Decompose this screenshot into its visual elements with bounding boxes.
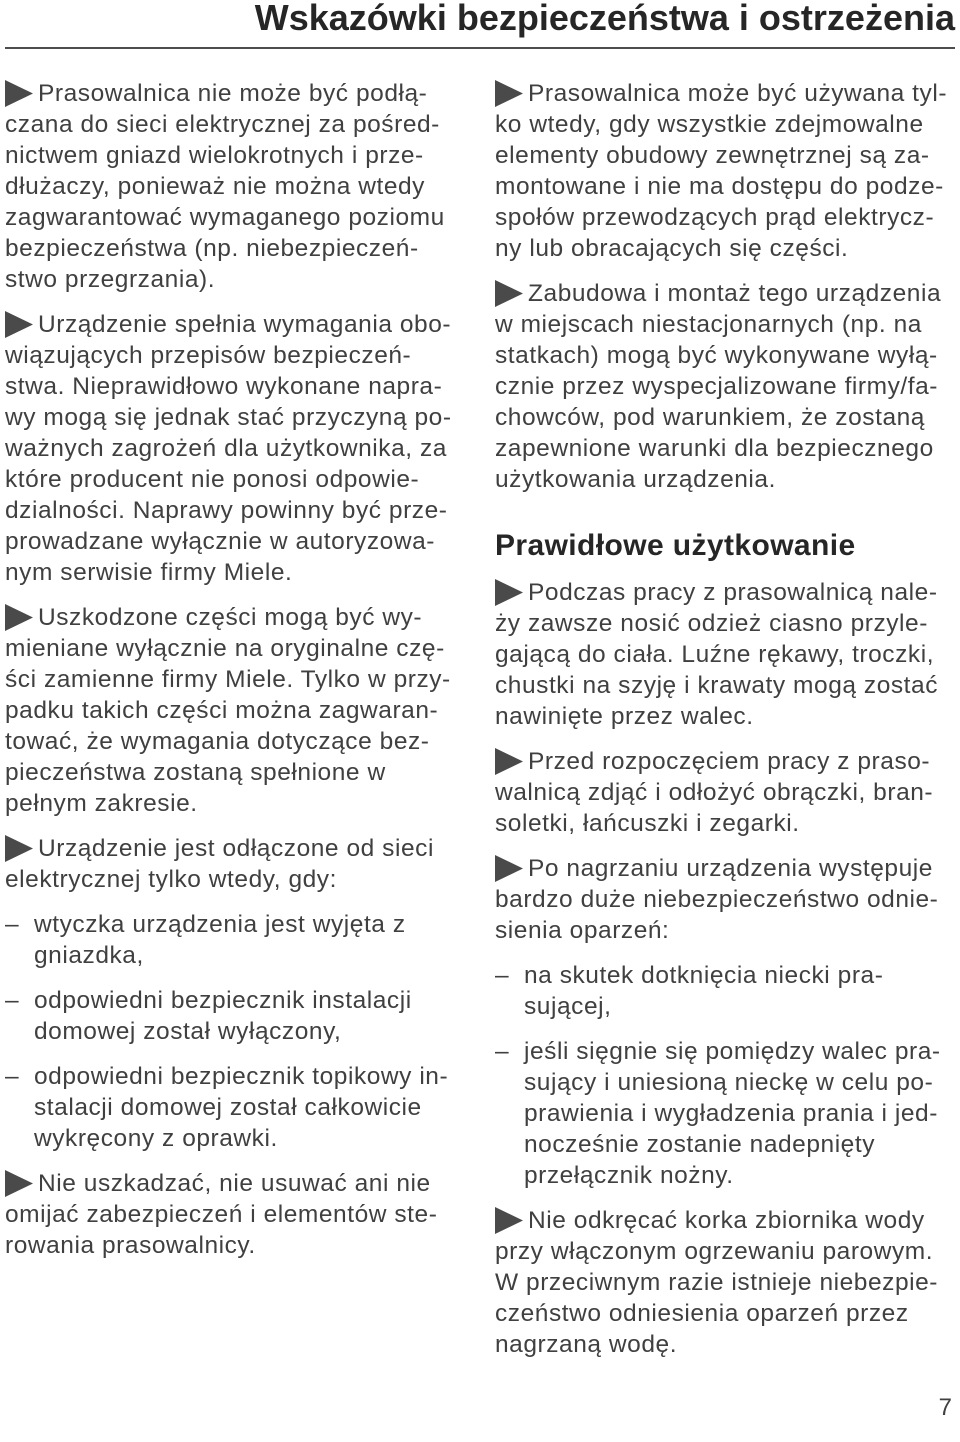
text-line: Urządzenie jest odłączone od sieci bbox=[38, 835, 434, 862]
triangle-bullet-icon bbox=[495, 80, 523, 107]
text-line: bardzo duże niebezpieczeństwo odnie- bbox=[495, 886, 939, 913]
safety-note bbox=[5, 602, 455, 819]
text-line: sujący i uniesioną nieckę w celu po- bbox=[524, 1069, 934, 1096]
text-line: przy włączonym ogrzewaniu parowym. bbox=[495, 1238, 934, 1265]
left-column bbox=[5, 78, 455, 1275]
triangle-shape bbox=[5, 604, 33, 631]
text-line: Prasowalnica może być używana tyl- bbox=[528, 80, 948, 107]
safety-note bbox=[5, 833, 455, 895]
text-line: nym serwisie firmy Miele. bbox=[5, 559, 293, 586]
text-line: gającą do ciała. Luźne rękawy, troczki, bbox=[495, 641, 935, 668]
lead-line bbox=[495, 746, 955, 777]
lead-line bbox=[5, 309, 455, 340]
safety-note bbox=[5, 78, 455, 295]
text-line: ści zamienne firmy Miele. Tylko w przy- bbox=[5, 666, 451, 693]
safety-note bbox=[495, 853, 955, 946]
triangle-shape bbox=[495, 579, 523, 606]
text-line: pieczeństwa zostaną spełnione w bbox=[5, 759, 386, 786]
text-line: odpowiedni bezpiecznik topikowy in- bbox=[34, 1063, 449, 1090]
lead-line bbox=[495, 577, 955, 608]
safety-note bbox=[495, 746, 955, 839]
text-line: które producent nie ponosi odpowie- bbox=[5, 466, 420, 493]
list-item bbox=[5, 985, 455, 1047]
text-line: domowej został wyłączony, bbox=[34, 1018, 342, 1045]
triangle-shape bbox=[5, 835, 33, 862]
triangle-shape bbox=[5, 1170, 33, 1197]
text-line: odpowiedni bezpiecznik instalacji bbox=[34, 987, 412, 1014]
triangle-shape bbox=[495, 80, 523, 107]
triangle-bullet-icon bbox=[495, 1207, 523, 1234]
text-line: dzialności. Naprawy powinny być prze- bbox=[5, 497, 448, 524]
text-line: nocześnie zostanie nadepnięty bbox=[524, 1131, 876, 1158]
text-line: cznie przez wyspecjalizowane firmy/fa- bbox=[495, 373, 938, 400]
list-item bbox=[495, 960, 955, 1022]
text-line: w miejscach niestacjonarnych (np. na bbox=[495, 311, 922, 338]
text-line: stwa. Nieprawidłowo wykonane napra- bbox=[5, 373, 443, 400]
triangle-shape bbox=[5, 80, 33, 107]
triangle-shape bbox=[495, 1207, 523, 1234]
text-line: wiązujących przepisów bezpieczeń- bbox=[5, 342, 412, 369]
text-line: stwo przegrzania). bbox=[5, 266, 216, 293]
text-line: soletki, łańcuszki i zegarki. bbox=[495, 810, 800, 837]
lead-line bbox=[5, 1168, 455, 1199]
text-line: chustki na szyję i krawaty mogą zostać bbox=[495, 672, 939, 699]
safety-note bbox=[495, 78, 955, 264]
triangle-shape bbox=[495, 855, 523, 882]
text-line: padku takich części można zagwaran- bbox=[5, 697, 439, 724]
text-line: rowania prasowalnicy. bbox=[5, 1232, 256, 1259]
lead-line bbox=[5, 833, 455, 864]
triangle-bullet-icon bbox=[495, 855, 523, 882]
lead-line bbox=[5, 602, 455, 633]
list-item bbox=[5, 1061, 455, 1154]
text-line: sującej, bbox=[524, 993, 612, 1020]
text-line: W przeciwnym razie istnieje niebezpie- bbox=[495, 1269, 938, 1296]
page-number: 7 bbox=[938, 1394, 952, 1421]
text-line: Prasowalnica nie może być podłą- bbox=[38, 80, 428, 107]
triangle-bullet-icon bbox=[5, 1170, 33, 1197]
safety-note bbox=[5, 1168, 455, 1261]
safety-note bbox=[495, 1205, 955, 1360]
triangle-shape bbox=[495, 280, 523, 307]
text-line: ny lub obracających się części. bbox=[495, 235, 849, 262]
lead-line bbox=[495, 78, 955, 109]
dash-marker: – bbox=[5, 911, 20, 938]
triangle-bullet-icon bbox=[5, 835, 33, 862]
dash-marker: – bbox=[5, 1063, 20, 1090]
text-line: pełnym zakresie. bbox=[5, 790, 198, 817]
triangle-shape bbox=[495, 748, 523, 775]
text-line: chowców, pod warunkiem, że zostaną bbox=[495, 404, 925, 431]
triangle-bullet-icon bbox=[5, 604, 33, 631]
text-line: statkach) mogą być wykonywane wyłą- bbox=[495, 342, 938, 369]
text-line: ży zawsze nosić odzież ciasno przyle- bbox=[495, 610, 928, 637]
triangle-bullet-icon bbox=[495, 280, 523, 307]
header-rule bbox=[5, 47, 955, 49]
list-item bbox=[5, 909, 455, 971]
text-line: walnicą zdjąć i odłożyć obrączki, bran- bbox=[495, 779, 934, 806]
text-line: dłużaczy, ponieważ nie można wtedy bbox=[5, 173, 425, 200]
text-line: gniazdka, bbox=[34, 942, 144, 969]
text-line: prawienia i wygładzenia prania i jed- bbox=[524, 1100, 938, 1127]
text-line: czana do sieci elektrycznej za pośred- bbox=[5, 111, 440, 138]
text-line: nagrzaną wodę. bbox=[495, 1331, 678, 1358]
text-line: omijać zabezpieczeń i elementów ste- bbox=[5, 1201, 438, 1228]
text-line: czeństwo odniesienia oparzeń przez bbox=[495, 1300, 909, 1327]
text-line: stalacji domowej został całkowicie bbox=[34, 1094, 422, 1121]
text-line: nictwem gniazd wielokrotnych i prze- bbox=[5, 142, 424, 169]
text-line: użytkowania urządzenia. bbox=[495, 466, 776, 493]
right-column bbox=[495, 78, 955, 1374]
lead-line bbox=[495, 853, 955, 884]
triangle-bullet-icon bbox=[495, 579, 523, 606]
dash-marker: – bbox=[5, 987, 20, 1014]
text-line: zapewnione warunki dla bezpiecznego bbox=[495, 435, 934, 462]
text-line: Nie uszkadzać, nie usuwać ani nie bbox=[38, 1170, 431, 1197]
text-line: sienia oparzeń: bbox=[495, 917, 670, 944]
text-line: wy mogą się jednak stać przyczyną po- bbox=[5, 404, 452, 431]
text-line: Zabudowa i montaż tego urządzenia bbox=[528, 280, 942, 307]
text-line: bezpieczeństwa (np. niebezpieczeń- bbox=[5, 235, 419, 262]
text-line: wtyczka urządzenia jest wyjęta z bbox=[34, 911, 406, 938]
text-line: prowadzane wyłącznie w autoryzowa- bbox=[5, 528, 435, 555]
text-line: montowane i nie ma dostępu do podze- bbox=[495, 173, 944, 200]
safety-note bbox=[495, 278, 955, 495]
text-line: przełącznik nożny. bbox=[524, 1162, 734, 1189]
text-line: elektrycznej tylko wtedy, gdy: bbox=[5, 866, 337, 893]
text-line: ważnych zagrożeń dla użytkownika, za bbox=[5, 435, 447, 462]
text-line: Nie odkręcać korka zbiornika wody bbox=[528, 1207, 925, 1234]
text-line: ko wtedy, gdy wszystkie zdejmowalne bbox=[495, 111, 924, 138]
text-line: jeśli sięgnie się pomiędzy walec pra- bbox=[524, 1038, 941, 1065]
text-line: mieniane wyłącznie na oryginalne czę- bbox=[5, 635, 445, 662]
text-line: tować, że wymagania dotyczące bez- bbox=[5, 728, 430, 755]
text-line: elementy obudowy zewnętrznej są za- bbox=[495, 142, 930, 169]
text-line: społów przewodzących prąd elektrycz- bbox=[495, 204, 935, 231]
text-line: wykręcony z oprawki. bbox=[34, 1125, 278, 1152]
triangle-bullet-icon bbox=[495, 748, 523, 775]
text-line: Przed rozpoczęciem pracy z praso- bbox=[528, 748, 931, 775]
text-line: zagwarantować wymaganego poziomu bbox=[5, 204, 445, 231]
text-line: Podczas pracy z prasowalnicą nale- bbox=[528, 579, 938, 606]
safety-note bbox=[5, 309, 455, 588]
text-line: na skutek dotknięcia niecki pra- bbox=[524, 962, 884, 989]
text-line: Urządzenie spełnia wymagania obo- bbox=[38, 311, 452, 338]
text-line: Uszkodzone części mogą być wy- bbox=[38, 604, 423, 631]
lead-line bbox=[5, 78, 455, 109]
page-title: Wskazówki bezpieczeństwa i ostrzeżenia bbox=[254, 0, 955, 38]
text-line: Po nagrzaniu urządzenia występuje bbox=[528, 855, 933, 882]
safety-note bbox=[495, 577, 955, 732]
dash-marker: – bbox=[495, 962, 510, 989]
dash-marker: – bbox=[495, 1038, 510, 1065]
lead-line bbox=[495, 1205, 955, 1236]
list-item bbox=[495, 1036, 955, 1191]
lead-line bbox=[495, 278, 955, 309]
text-line: nawinięte przez walec. bbox=[495, 703, 754, 730]
triangle-bullet-icon bbox=[5, 311, 33, 338]
triangle-bullet-icon bbox=[5, 80, 33, 107]
triangle-shape bbox=[5, 311, 33, 338]
section-heading: Prawidłowe użytkowanie bbox=[495, 529, 856, 562]
